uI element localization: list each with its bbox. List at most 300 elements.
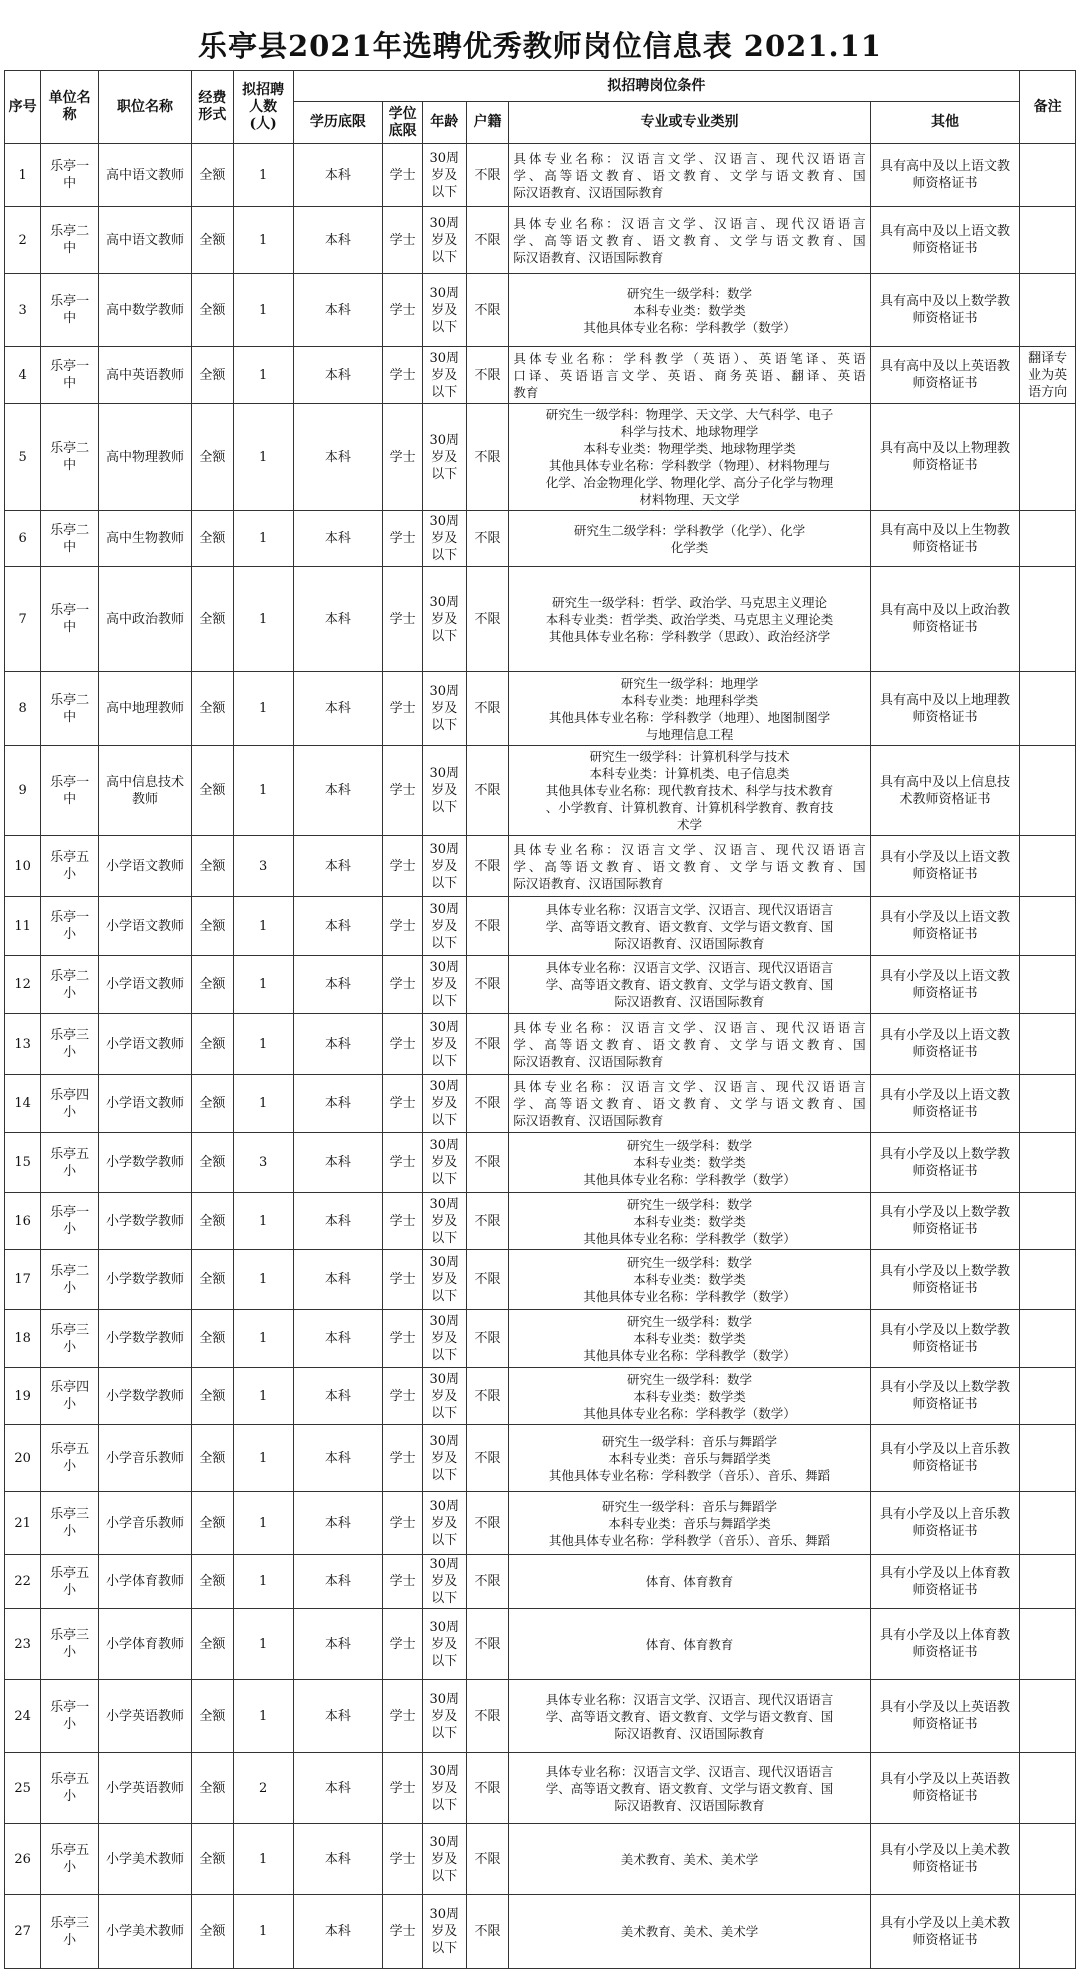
- cell-degree: 学士: [383, 274, 423, 347]
- cell-funding: 全额: [192, 1609, 234, 1680]
- cell-note: [1020, 511, 1076, 567]
- table-row: [5, 1492, 1076, 1555]
- cell-degree: 学士: [383, 1368, 423, 1425]
- cell-age: 30周岁及以下: [422, 1250, 466, 1310]
- cell-count: 1: [233, 1425, 293, 1492]
- cell-position: 小学音乐教师: [99, 1425, 192, 1492]
- table-row: [5, 1680, 1076, 1753]
- cell-other: 具有高中及以上英语教师资格证书: [870, 347, 1020, 404]
- cell-seq: 27: [5, 1895, 41, 1969]
- header-education: 学历底限: [293, 102, 383, 144]
- cell-funding: 全额: [192, 511, 234, 567]
- major-line: 学、高等语文教育、语文教育、文学与语文教育、国: [513, 167, 866, 183]
- major-line: 研究生一级学科：数学: [627, 1314, 753, 1329]
- major-line: 其他具体专业名称：学科教学（物理）、材料物理与: [548, 458, 831, 473]
- major-line: 与地理信息工程: [645, 726, 734, 742]
- cell-major: [509, 1310, 870, 1368]
- cell-position: 小学语文教师: [99, 897, 192, 956]
- cell-count: 3: [233, 1133, 293, 1193]
- table-row: [5, 956, 1076, 1014]
- cell-funding: 全额: [192, 404, 234, 511]
- cell-major: [509, 347, 870, 404]
- table-row: [5, 1368, 1076, 1425]
- major-line: 研究生一级学科：音乐与舞蹈学: [602, 1498, 778, 1514]
- cell-note: [1020, 672, 1076, 746]
- cell-hukou: 不限: [466, 1753, 509, 1824]
- cell-hukou: 不限: [466, 404, 509, 511]
- table-row: [5, 511, 1076, 567]
- cell-unit: 乐亭二小: [41, 956, 99, 1014]
- cell-position: 高中英语教师: [99, 347, 192, 404]
- cell-hukou: 不限: [466, 1193, 509, 1250]
- cell-funding: 全额: [192, 1075, 234, 1133]
- cell-position: 小学数学教师: [99, 1133, 192, 1193]
- table-body: [5, 144, 1076, 1969]
- cell-unit: 乐亭四小: [41, 1368, 99, 1425]
- cell-position: 高中政治教师: [99, 567, 192, 672]
- major-line: 具体专业名称：汉语言文学、汉语言、现代汉语语言: [545, 960, 834, 975]
- cell-degree: 学士: [383, 1310, 423, 1368]
- cell-position: 高中语文教师: [99, 144, 192, 207]
- cell-funding: 全额: [192, 836, 234, 897]
- major-line: 研究生一级学科：音乐与舞蹈学: [602, 1433, 778, 1449]
- cell-other: 具有小学及以上数学教师资格证书: [870, 1310, 1020, 1368]
- major-line: 化学、冶金物理化学、物理化学、高分子化学与物理: [545, 475, 834, 490]
- cell-count: 1: [233, 897, 293, 956]
- cell-count: 1: [233, 347, 293, 404]
- cell-unit: 乐亭二中: [41, 672, 99, 746]
- cell-major: [509, 1609, 870, 1680]
- cell-count: 1: [233, 1250, 293, 1310]
- cell-major: [509, 1680, 870, 1753]
- cell-count: 1: [233, 1310, 293, 1368]
- cell-note: [1020, 1895, 1076, 1969]
- major-line: 研究生一级学科：数学: [627, 1371, 753, 1387]
- cell-other: 具有小学及以上数学教师资格证书: [870, 1193, 1020, 1250]
- cell-seq: 22: [5, 1555, 41, 1609]
- cell-hukou: 不限: [466, 1824, 509, 1895]
- cell-note: [1020, 1680, 1076, 1753]
- cell-note: [1020, 836, 1076, 897]
- cell-other: 具有小学及以上语文教师资格证书: [870, 897, 1020, 956]
- cell-unit: 乐亭二中: [41, 207, 99, 274]
- cell-unit: 乐亭四小: [41, 1075, 99, 1133]
- cell-age: 30周岁及以下: [422, 1133, 466, 1193]
- cell-major: [509, 1425, 870, 1492]
- cell-major: [509, 1133, 870, 1193]
- major-line: 化学类: [670, 539, 709, 555]
- cell-hukou: 不限: [466, 897, 509, 956]
- cell-count: 1: [233, 672, 293, 746]
- cell-unit: 乐亭三小: [41, 1492, 99, 1555]
- cell-degree: 学士: [383, 956, 423, 1014]
- cell-hukou: 不限: [466, 207, 509, 274]
- cell-count: 1: [233, 567, 293, 672]
- cell-note: [1020, 1609, 1076, 1680]
- cell-seq: 11: [5, 897, 41, 956]
- cell-funding: 全额: [192, 672, 234, 746]
- cell-note: [1020, 1250, 1076, 1310]
- major-line: 研究生一级学科：数学: [627, 1255, 753, 1270]
- cell-note: [1020, 404, 1076, 511]
- cell-funding: 全额: [192, 1250, 234, 1310]
- cell-other: 具有小学及以上音乐教师资格证书: [870, 1425, 1020, 1492]
- positions-table: [4, 70, 1076, 1969]
- cell-hukou: 不限: [466, 567, 509, 672]
- major-line: 体育、体育教育: [645, 1574, 734, 1589]
- cell-note: [1020, 956, 1076, 1014]
- cell-age: 30周岁及以下: [422, 404, 466, 511]
- cell-unit: 乐亭五小: [41, 1555, 99, 1609]
- cell-hukou: 不限: [466, 1014, 509, 1075]
- cell-age: 30周岁及以下: [422, 207, 466, 274]
- cell-count: 1: [233, 956, 293, 1014]
- major-line: 学、高等语文教育、语文教育、文学与语文教育、国: [513, 1096, 866, 1111]
- major-line: 际汉语教育、汉语国际教育: [614, 1725, 765, 1741]
- cell-hukou: 不限: [466, 836, 509, 897]
- cell-funding: 全额: [192, 567, 234, 672]
- cell-position: 小学语文教师: [99, 836, 192, 897]
- cell-major: [509, 672, 870, 746]
- major-line: 研究生一级学科：数学: [627, 1196, 753, 1212]
- cell-funding: 全额: [192, 1193, 234, 1250]
- cell-education: 本科: [293, 1368, 383, 1425]
- major-line: 具体专业名称：汉语言文学、汉语言、现代汉语语言: [545, 901, 834, 917]
- cell-seq: 4: [5, 347, 41, 404]
- major-line: 其他具体专业名称：学科教学（思政）、政治经济学: [548, 628, 831, 644]
- major-line: 本科专业类：音乐与舞蹈学类: [608, 1515, 771, 1531]
- table-row: [5, 1609, 1076, 1680]
- cell-major: [509, 1193, 870, 1250]
- header-major: 专业或专业类别: [509, 102, 870, 144]
- major-line: 教育: [513, 384, 539, 400]
- major-line: 科学与技术、地球物理学: [620, 424, 759, 439]
- table-row: [5, 1425, 1076, 1492]
- cell-age: 30周岁及以下: [422, 1680, 466, 1753]
- major-line: 口译、英语语言文学、英语、商务英语、翻译、英语: [513, 367, 866, 383]
- cell-age: 30周岁及以下: [422, 1492, 466, 1555]
- cell-note: 翻译专业为英语方向: [1020, 347, 1076, 404]
- cell-funding: 全额: [192, 1014, 234, 1075]
- cell-position: 小学语文教师: [99, 1075, 192, 1133]
- cell-hukou: 不限: [466, 1609, 509, 1680]
- major-line: 其他具体专业名称：学科教学（音乐）、音乐、舞蹈: [548, 1532, 831, 1548]
- cell-unit: 乐亭一中: [41, 144, 99, 207]
- header-degree: 学位底限: [383, 102, 423, 144]
- table-row: [5, 1824, 1076, 1895]
- cell-unit: 乐亭二中: [41, 511, 99, 567]
- cell-hukou: 不限: [466, 672, 509, 746]
- cell-age: 30周岁及以下: [422, 144, 466, 207]
- cell-seq: 23: [5, 1609, 41, 1680]
- cell-other: 具有高中及以上地理教师资格证书: [870, 672, 1020, 746]
- cell-age: 30周岁及以下: [422, 956, 466, 1014]
- table-row: [5, 347, 1076, 404]
- cell-education: 本科: [293, 1609, 383, 1680]
- cell-major: [509, 404, 870, 511]
- cell-major: [509, 511, 870, 567]
- cell-major: [509, 1492, 870, 1555]
- cell-education: 本科: [293, 274, 383, 347]
- cell-unit: 乐亭五小: [41, 1753, 99, 1824]
- major-line: 研究生一级学科：计算机科学与技术: [589, 749, 790, 764]
- cell-hukou: 不限: [466, 144, 509, 207]
- major-line: 研究生二级学科：学科教学（化学）、化学: [573, 522, 806, 538]
- table-row: [5, 144, 1076, 207]
- major-line: 学、高等语文教育、语文教育、文学与语文教育、国: [545, 1708, 834, 1724]
- major-line: 其他具体专业名称：现代教育技术、科学与技术教育: [545, 783, 834, 798]
- major-line: 其他具体专业名称：学科教学（数学）: [583, 1405, 796, 1421]
- cell-age: 30周岁及以下: [422, 567, 466, 672]
- header-other: 其他: [870, 102, 1020, 144]
- cell-seq: 5: [5, 404, 41, 511]
- table-row: [5, 567, 1076, 672]
- cell-note: [1020, 1193, 1076, 1250]
- cell-degree: 学士: [383, 144, 423, 207]
- cell-unit: 乐亭三小: [41, 1310, 99, 1368]
- cell-degree: 学士: [383, 1075, 423, 1133]
- cell-age: 30周岁及以下: [422, 1075, 466, 1133]
- cell-seq: 19: [5, 1368, 41, 1425]
- major-line: 本科专业类：数学类: [633, 1388, 746, 1404]
- major-line: 研究生一级学科：数学: [627, 285, 753, 301]
- cell-position: 小学数学教师: [99, 1368, 192, 1425]
- cell-seq: 10: [5, 836, 41, 897]
- cell-position: 小学音乐教师: [99, 1492, 192, 1555]
- major-line: 际汉语教育、汉语国际教育: [513, 249, 664, 265]
- cell-major: [509, 1824, 870, 1895]
- cell-age: 30周岁及以下: [422, 1824, 466, 1895]
- cell-other: 具有小学及以上英语教师资格证书: [870, 1680, 1020, 1753]
- cell-age: 30周岁及以下: [422, 746, 466, 836]
- cell-degree: 学士: [383, 746, 423, 836]
- cell-note: [1020, 1310, 1076, 1368]
- cell-education: 本科: [293, 1555, 383, 1609]
- cell-unit: 乐亭一中: [41, 274, 99, 347]
- cell-unit: 乐亭三小: [41, 1014, 99, 1075]
- cell-degree: 学士: [383, 1193, 423, 1250]
- cell-unit: 乐亭三小: [41, 1895, 99, 1969]
- cell-hukou: 不限: [466, 1680, 509, 1753]
- cell-seq: 17: [5, 1250, 41, 1310]
- cell-seq: 1: [5, 144, 41, 207]
- cell-count: 1: [233, 207, 293, 274]
- cell-other: 具有小学及以上数学教师资格证书: [870, 1250, 1020, 1310]
- major-line: 本科专业类：数学类: [633, 302, 746, 318]
- cell-education: 本科: [293, 144, 383, 207]
- cell-funding: 全额: [192, 1310, 234, 1368]
- header-seq: 序号: [5, 71, 41, 144]
- major-line: 本科专业类：数学类: [633, 1213, 746, 1229]
- major-line: 具体专业名称：学科教学（英语）、英语笔译、英语: [513, 350, 866, 366]
- cell-major: [509, 1753, 870, 1824]
- cell-degree: 学士: [383, 1680, 423, 1753]
- cell-other: 具有高中及以上政治教师资格证书: [870, 567, 1020, 672]
- cell-education: 本科: [293, 1250, 383, 1310]
- cell-degree: 学士: [383, 1753, 423, 1824]
- major-line: 学、高等语文教育、语文教育、文学与语文教育、国: [513, 858, 866, 874]
- cell-age: 30周岁及以下: [422, 274, 466, 347]
- cell-other: 具有高中及以上语文教师资格证书: [870, 144, 1020, 207]
- major-line: 其他具体专业名称：学科教学（数学）: [583, 319, 796, 335]
- major-line: 其他具体专业名称：学科教学（音乐）、音乐、舞蹈: [548, 1467, 831, 1483]
- cell-education: 本科: [293, 1193, 383, 1250]
- cell-other: 具有小学及以上美术教师资格证书: [870, 1824, 1020, 1895]
- cell-other: 具有小学及以上语文教师资格证书: [870, 1075, 1020, 1133]
- cell-major: [509, 207, 870, 274]
- cell-major: [509, 567, 870, 672]
- major-line: 美术教育、美术、美术学: [620, 1851, 759, 1867]
- cell-degree: 学士: [383, 836, 423, 897]
- major-line: 研究生一级学科：哲学、政治学、马克思主义理论: [552, 594, 828, 610]
- cell-education: 本科: [293, 207, 383, 274]
- cell-funding: 全额: [192, 956, 234, 1014]
- cell-seq: 18: [5, 1310, 41, 1368]
- cell-other: 具有高中及以上信息技术教师资格证书: [870, 746, 1020, 836]
- cell-position: 小学语文教师: [99, 956, 192, 1014]
- cell-degree: 学士: [383, 672, 423, 746]
- cell-education: 本科: [293, 1310, 383, 1368]
- header-funding: 经费形式: [192, 71, 234, 144]
- cell-education: 本科: [293, 1425, 383, 1492]
- cell-count: 2: [233, 1753, 293, 1824]
- cell-degree: 学士: [383, 567, 423, 672]
- cell-education: 本科: [293, 1133, 383, 1193]
- cell-age: 30周岁及以下: [422, 836, 466, 897]
- header-hukou: 户籍: [466, 102, 509, 144]
- page-title: 乐亭县2021年选聘优秀教师岗位信息表 2021.11: [198, 29, 882, 63]
- cell-position: 高中数学教师: [99, 274, 192, 347]
- cell-age: 30周岁及以下: [422, 347, 466, 404]
- cell-other: 具有小学及以上数学教师资格证书: [870, 1368, 1020, 1425]
- cell-other: 具有小学及以上体育教师资格证书: [870, 1609, 1020, 1680]
- cell-note: [1020, 1014, 1076, 1075]
- cell-hukou: 不限: [466, 347, 509, 404]
- cell-unit: 乐亭二小: [41, 1250, 99, 1310]
- major-line: 具体专业名称：汉语言文学、汉语言、现代汉语语言: [545, 1691, 834, 1707]
- cell-degree: 学士: [383, 1492, 423, 1555]
- header-age: 年龄: [422, 102, 466, 144]
- cell-other: 具有小学及以上数学教师资格证书: [870, 1133, 1020, 1193]
- major-line: 本科专业类：数学类: [633, 1331, 746, 1346]
- cell-degree: 学士: [383, 1133, 423, 1193]
- cell-note: [1020, 1555, 1076, 1609]
- cell-note: [1020, 1492, 1076, 1555]
- table-row: [5, 207, 1076, 274]
- cell-unit: 乐亭一中: [41, 567, 99, 672]
- major-line: 体育、体育教育: [645, 1636, 734, 1652]
- header-conditions: 拟招聘岗位条件: [293, 71, 1020, 102]
- cell-age: 30周岁及以下: [422, 1425, 466, 1492]
- major-line: 学、高等语文教育、语文教育、文学与语文教育、国: [545, 918, 834, 934]
- major-line: 其他具体专业名称：学科教学（数学）: [583, 1348, 796, 1363]
- cell-unit: 乐亭五小: [41, 1133, 99, 1193]
- major-line: 际汉语教育、汉语国际教育: [513, 1113, 664, 1128]
- table-row: [5, 274, 1076, 347]
- major-line: 际汉语教育、汉语国际教育: [614, 935, 765, 951]
- cell-other: 具有小学及以上英语教师资格证书: [870, 1753, 1020, 1824]
- cell-count: 1: [233, 1368, 293, 1425]
- major-line: 际汉语教育、汉语国际教育: [513, 875, 664, 891]
- table-row: [5, 1014, 1076, 1075]
- cell-funding: 全额: [192, 1680, 234, 1753]
- table-row: [5, 1133, 1076, 1193]
- cell-hukou: 不限: [466, 1895, 509, 1969]
- cell-unit: 乐亭二中: [41, 404, 99, 511]
- cell-unit: 乐亭一小: [41, 1193, 99, 1250]
- major-line: 本科专业类：哲学类、政治学类、马克思主义理论类: [545, 611, 834, 627]
- cell-hukou: 不限: [466, 1555, 509, 1609]
- cell-count: 1: [233, 1609, 293, 1680]
- cell-count: 1: [233, 511, 293, 567]
- cell-age: 30周岁及以下: [422, 1014, 466, 1075]
- cell-count: 1: [233, 1680, 293, 1753]
- cell-position: 高中地理教师: [99, 672, 192, 746]
- major-line: 其他具体专业名称：学科教学（数学）: [583, 1172, 796, 1187]
- cell-degree: 学士: [383, 207, 423, 274]
- major-line: 本科专业类：计算机类、电子信息类: [589, 766, 790, 781]
- cell-education: 本科: [293, 1824, 383, 1895]
- cell-education: 本科: [293, 1492, 383, 1555]
- cell-major: [509, 746, 870, 836]
- cell-position: 小学语文教师: [99, 1014, 192, 1075]
- cell-education: 本科: [293, 1680, 383, 1753]
- header-unit: 单位名称: [41, 71, 99, 144]
- cell-degree: 学士: [383, 1609, 423, 1680]
- cell-note: [1020, 1824, 1076, 1895]
- cell-degree: 学士: [383, 404, 423, 511]
- major-line: 本科专业类：数学类: [633, 1155, 746, 1170]
- major-line: 学、高等语文教育、语文教育、文学与语文教育、国: [545, 1780, 834, 1796]
- major-line: 、小学教育、计算机教育、计算机科学教育、教育技: [545, 800, 834, 815]
- cell-count: 1: [233, 1492, 293, 1555]
- cell-education: 本科: [293, 672, 383, 746]
- cell-hukou: 不限: [466, 1250, 509, 1310]
- cell-other: 具有小学及以上语文教师资格证书: [870, 1014, 1020, 1075]
- major-line: 本科专业类：物理学类、地球物理学类: [583, 441, 796, 456]
- cell-note: [1020, 746, 1076, 836]
- cell-unit: 乐亭一中: [41, 746, 99, 836]
- cell-unit: 乐亭一小: [41, 897, 99, 956]
- major-line: 具体专业名称：汉语言文学、汉语言、现代汉语语言: [513, 1079, 866, 1094]
- table-row: [5, 1250, 1076, 1310]
- cell-hukou: 不限: [466, 1368, 509, 1425]
- cell-seq: 3: [5, 274, 41, 347]
- cell-count: 1: [233, 1555, 293, 1609]
- cell-position: 小学数学教师: [99, 1193, 192, 1250]
- cell-seq: 9: [5, 746, 41, 836]
- cell-age: 30周岁及以下: [422, 511, 466, 567]
- major-line: 具体专业名称：汉语言文学、汉语言、现代汉语语言: [513, 150, 866, 166]
- cell-note: [1020, 207, 1076, 274]
- cell-note: [1020, 1425, 1076, 1492]
- major-line: 本科专业类：地理科学类: [620, 692, 759, 708]
- cell-major: [509, 1014, 870, 1075]
- cell-other: 具有小学及以上美术教师资格证书: [870, 1895, 1020, 1969]
- cell-hukou: 不限: [466, 274, 509, 347]
- cell-unit: 乐亭五小: [41, 836, 99, 897]
- cell-unit: 乐亭三小: [41, 1609, 99, 1680]
- table-row: [5, 1895, 1076, 1969]
- header-position: 职位名称: [99, 71, 192, 144]
- major-line: 本科专业类：数学类: [633, 1272, 746, 1287]
- cell-education: 本科: [293, 404, 383, 511]
- cell-seq: 6: [5, 511, 41, 567]
- cell-seq: 25: [5, 1753, 41, 1824]
- cell-degree: 学士: [383, 1425, 423, 1492]
- cell-note: [1020, 1753, 1076, 1824]
- cell-hukou: 不限: [466, 1075, 509, 1133]
